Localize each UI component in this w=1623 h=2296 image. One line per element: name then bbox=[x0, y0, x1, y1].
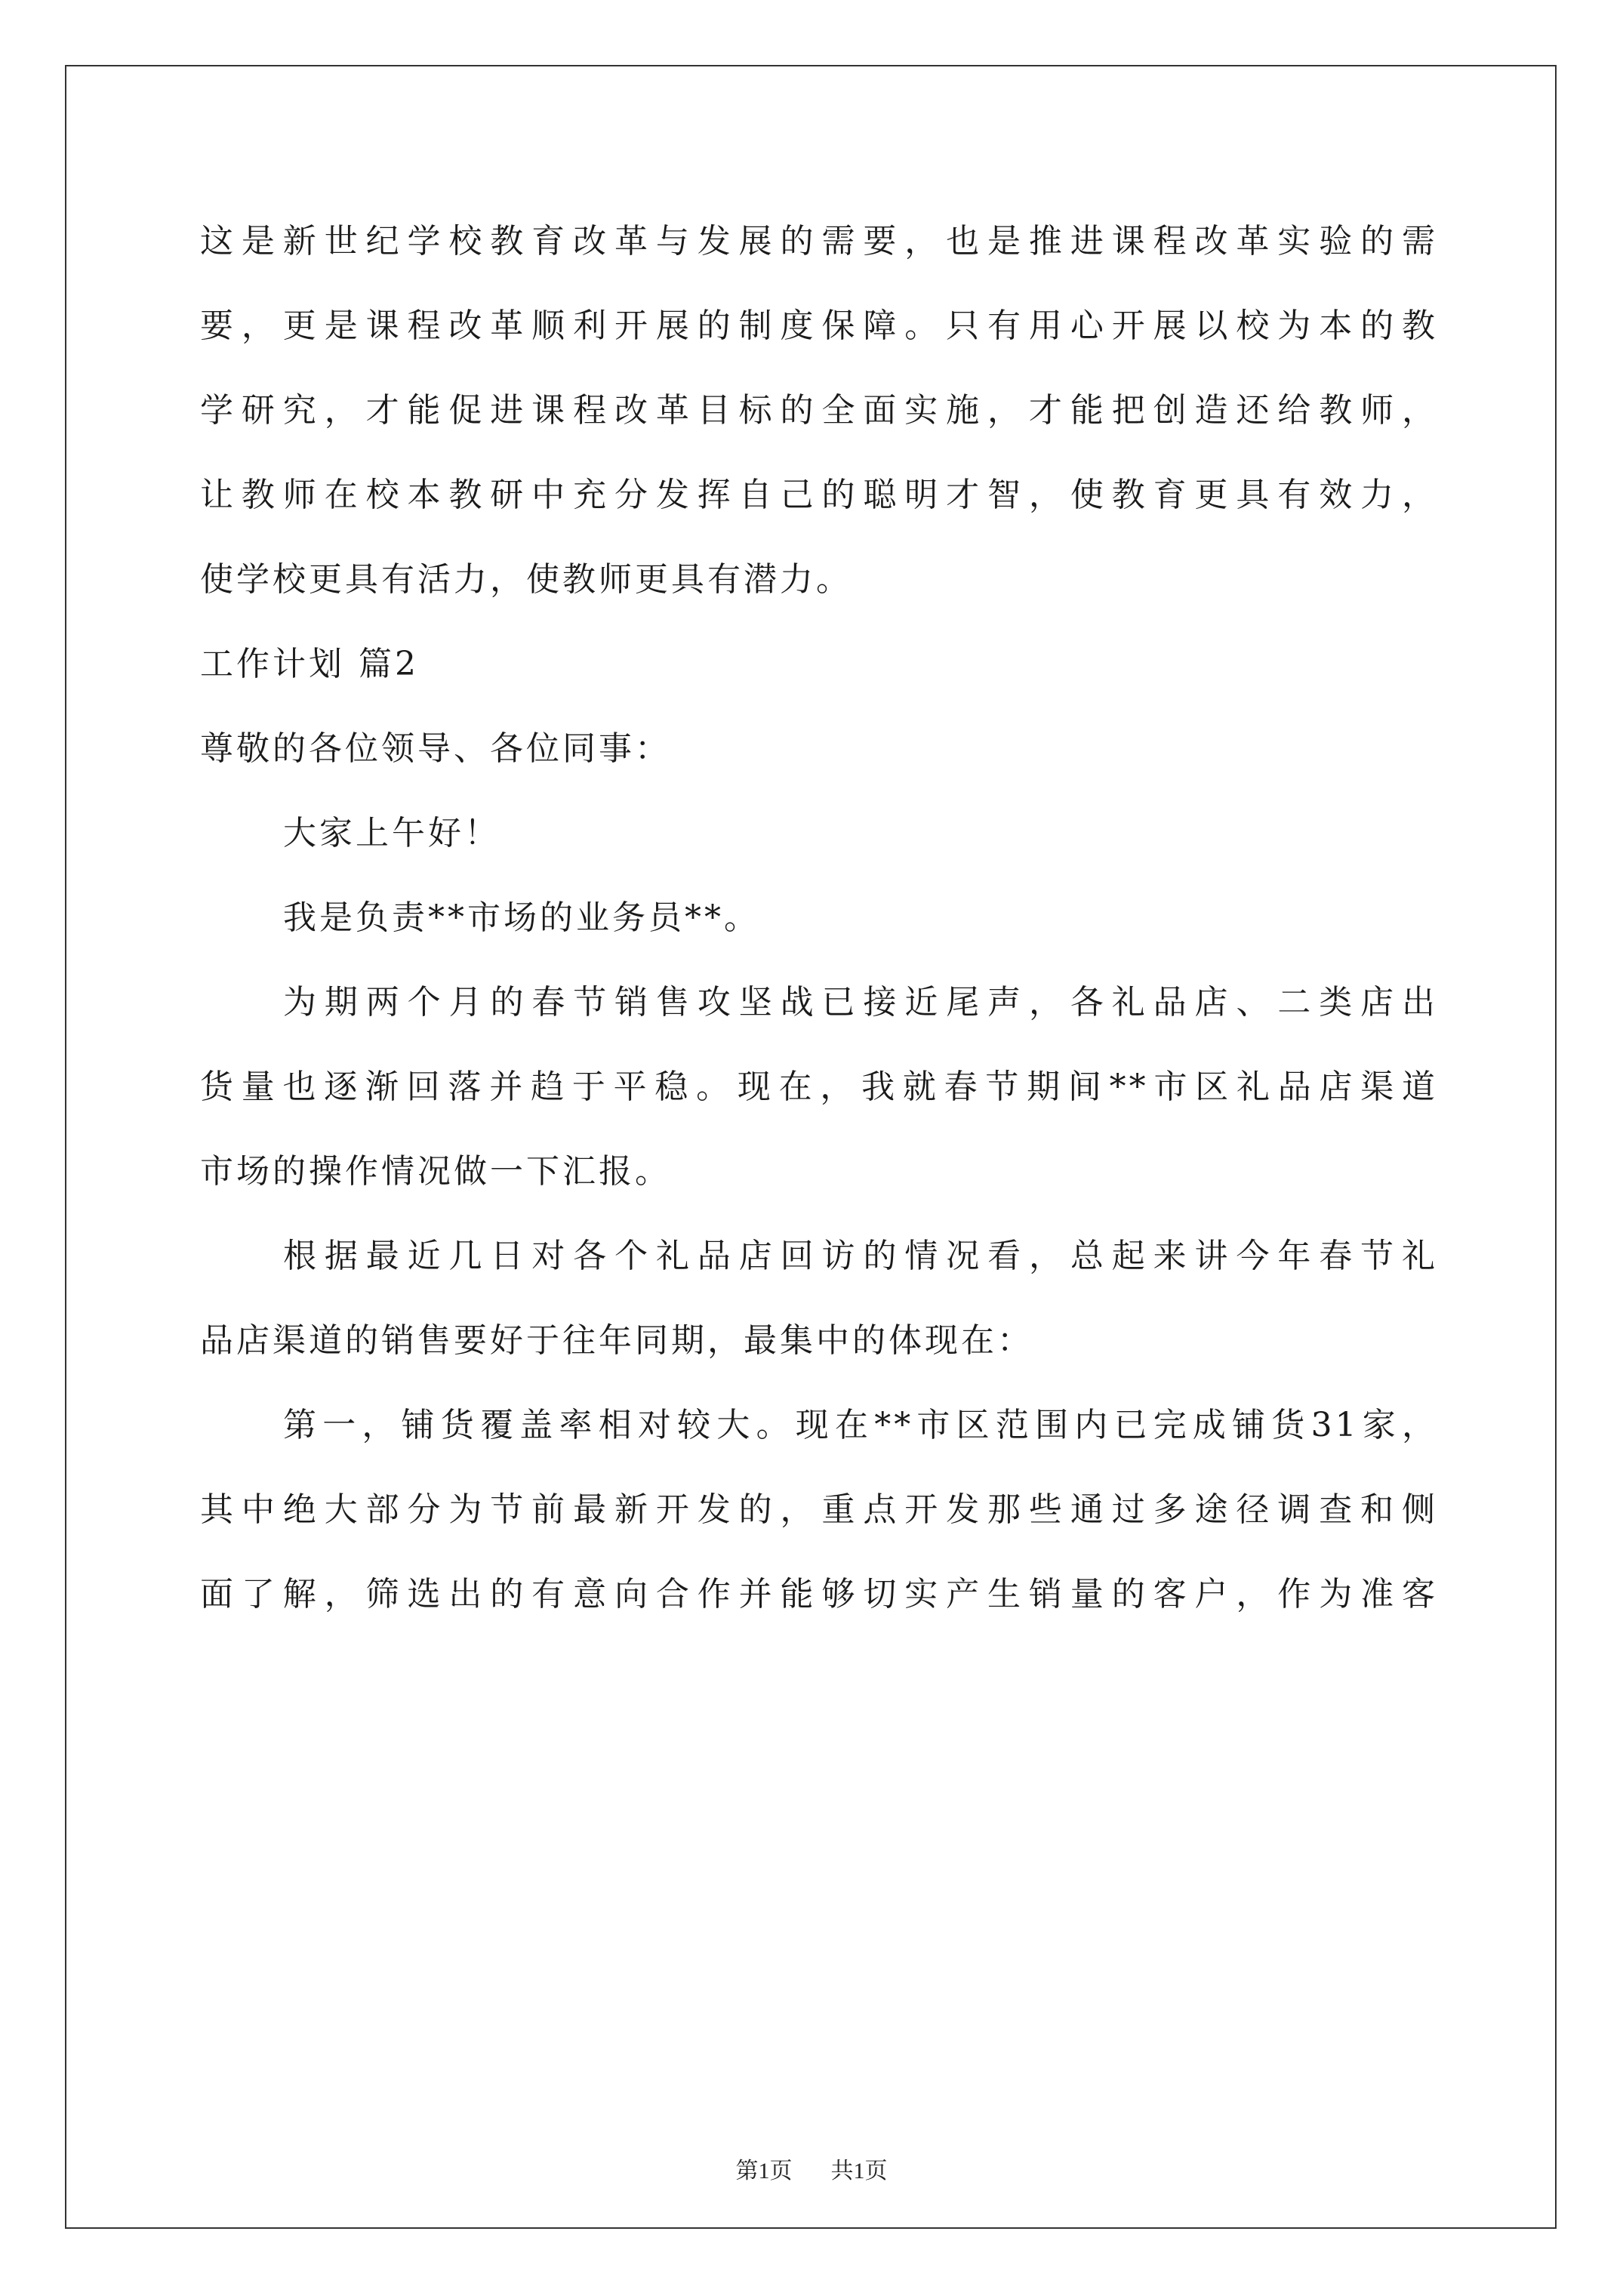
text-line: 第一，铺货覆盖率相对较大。现在**市区范围内已完成铺货31家， bbox=[283, 1406, 1438, 1444]
page-footer bbox=[0, 2156, 1623, 2187]
text-line: 学研究，才能促进课程改革目标的全面实施，才能把创造还给教师， bbox=[200, 391, 1438, 430]
text-line: 这是新世纪学校教育改革与发展的需要，也是推进课程改革实验的需 bbox=[200, 222, 1438, 260]
text-line: 我是负责**市场的业务员**。 bbox=[283, 898, 760, 937]
text-line: 面了解，筛选出的有意向合作并能够切实产生销量的客户，作为准客 bbox=[200, 1575, 1438, 1613]
text-line: 让教师在校本教研中充分发挥自己的聪明才智，使教育更具有效力， bbox=[200, 476, 1438, 514]
page-total: 共1页 bbox=[830, 2159, 888, 2184]
text-line: 根据最近几日对各个礼品店回访的情况看，总起来讲今年春节礼 bbox=[283, 1237, 1438, 1275]
text-line: 要，更是课程改革顺利开展的制度保障。只有用心开展以校为本的教 bbox=[200, 307, 1438, 345]
text-line: 货量也逐渐回落并趋于平稳。现在，我就春节期间**市区礼品店渠道 bbox=[200, 1068, 1438, 1106]
page-number: 第1页 bbox=[735, 2159, 793, 2184]
greeting: 大家上午好！ bbox=[283, 814, 500, 852]
text-line: 市场的操作情况做一下汇报。 bbox=[200, 1152, 671, 1191]
text-line: 品店渠道的销售要好于往年同期，最集中的体现在： bbox=[200, 1321, 1033, 1360]
text-line: 其中绝大部分为节前最新开发的，重点开发那些通过多途径调查和侧 bbox=[200, 1490, 1438, 1529]
salutation: 尊敬的各位领导、各位同事： bbox=[200, 729, 671, 768]
text-line: 为期两个月的春节销售攻坚战已接近尾声，各礼品店、二类店出 bbox=[283, 983, 1438, 1022]
section-heading: 工作计划 篇2 bbox=[200, 645, 419, 683]
text-line: 使学校更具有活力，使教师更具有潜力。 bbox=[200, 560, 852, 599]
